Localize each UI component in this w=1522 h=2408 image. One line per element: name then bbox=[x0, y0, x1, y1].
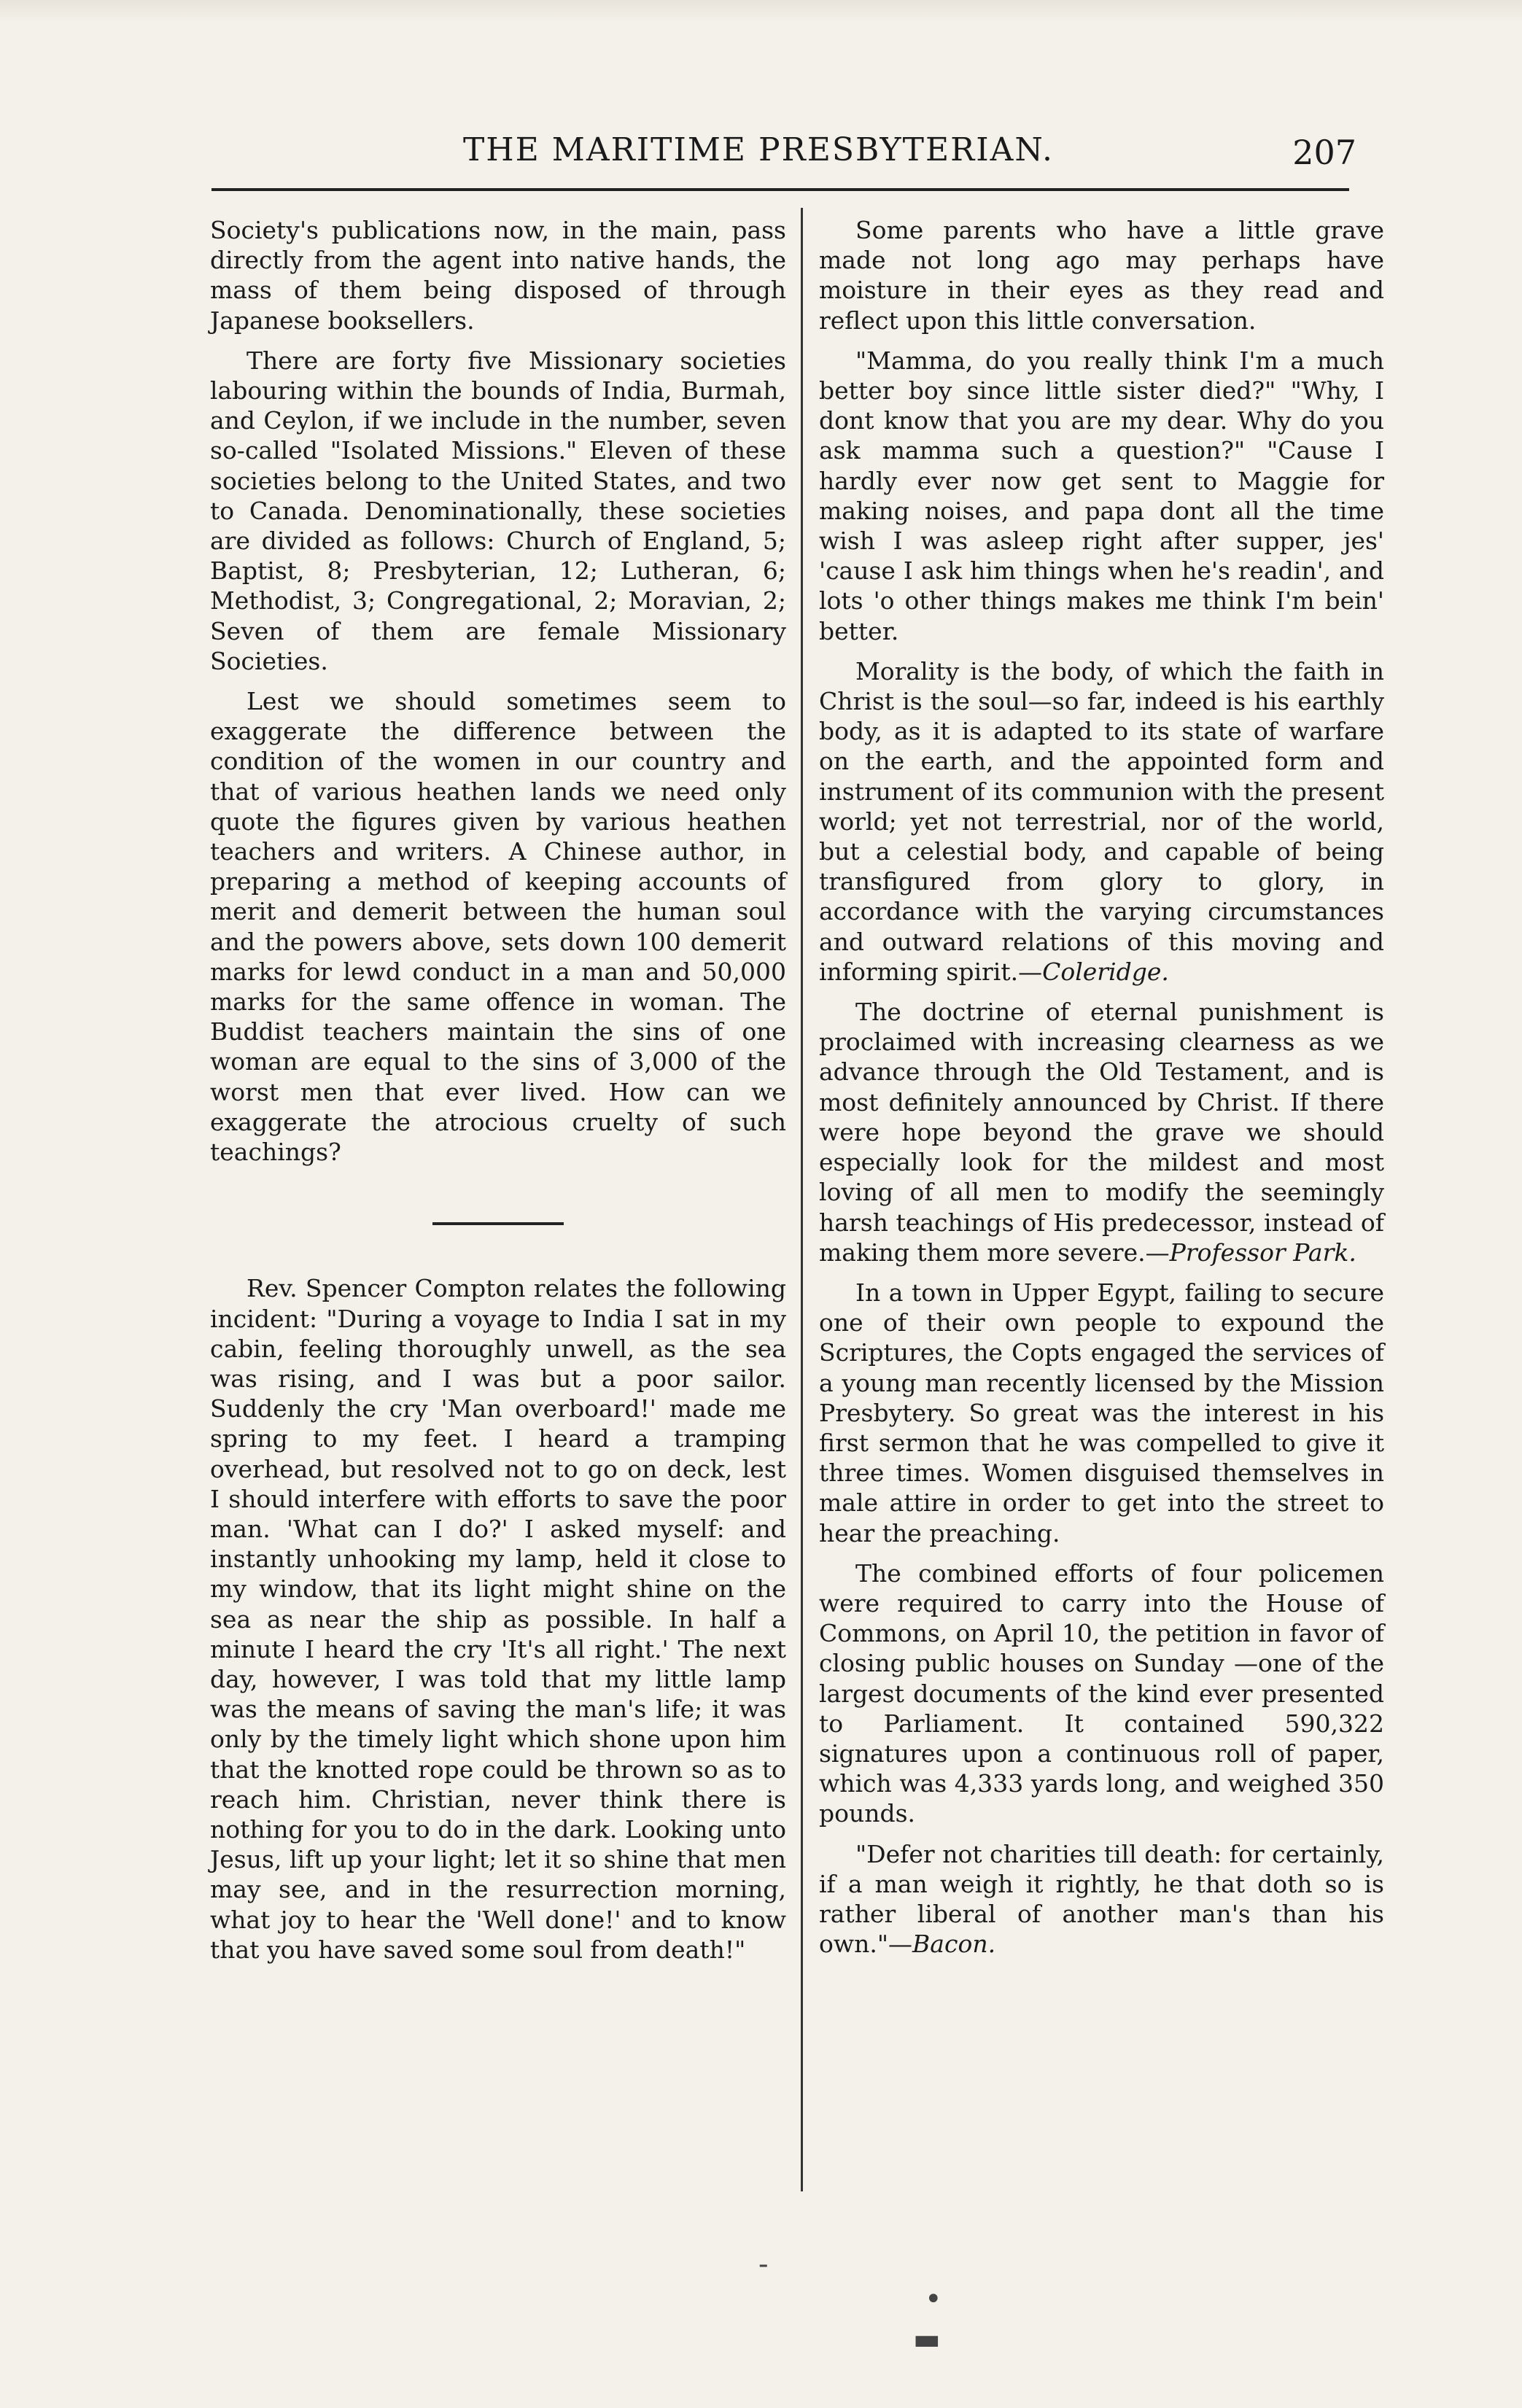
paragraph-little-grave: Some parents who have a little grave made not long ago may perhaps have moisture in their eyes as they read and reflect upon this little conversation. bbox=[819, 216, 1384, 335]
charities-text: "Defer not charities till death: for certainly, if a man weigh it rightly, he that doth so is rather liberal of another man's than his own."— bbox=[819, 1839, 1384, 1959]
punishment-author: Professor Park. bbox=[1169, 1238, 1356, 1267]
morality-text: Morality is the body, of which the faith in Christ is the soul—so far, indeed is his earthly body, as it is adapted to its state of warfare on the earth, and the appointed form and instrument of its communion with the present world; yet not terrestrial, nor of the world, but a celestial body, and capable of being transfigured from glory to glory, in accordance with the varying circumstances and outward relations of this moving and informing spirit.— bbox=[819, 656, 1384, 986]
paragraph-upper-egypt: In a town in Upper Egypt, failing to secure one of their own people to expound the Scriptures, the Copts engaged the services of a young man recently licensed by the Mission Presbytery. So great was the interest in his first sermon that he was compelled to give it three times. Women disguised themselves in male attire in order to get into the street to hear the preaching. bbox=[819, 1278, 1384, 1547]
print-mark-dash: - bbox=[758, 2248, 769, 2281]
header-rule bbox=[211, 188, 1349, 191]
punishment-text: The doctrine of eternal punishment is proclaimed with increasing clearness as we advance through the Old Testament, and is most definitely announced by Christ. If there were hope beyond the grave we should especially look for the mildest and most loving of all men to modify the seemingly harsh teachings of His predecessor, instead of making them more severe.— bbox=[819, 998, 1384, 1267]
section-rule bbox=[432, 1222, 564, 1225]
paragraph-morality bbox=[819, 656, 1384, 987]
paragraph-compton-incident: Rev. Spencer Compton relates the following incident: "During a voyage to India I sat in my cabin, feeling thoroughly unwell, as the sea was rising, and I was but a poor sailor. Suddenly the cry 'Man overboard!' made me spring to my feet. I heard a tramping overhead, but resolved not to go on deck, lest I should interfere with efforts to save the poor man. 'What can I do?' I asked myself: and instantly unhooking my lamp, held it close to my window, that its light might shine on the sea as near the ship as possible. In half a minute I heard the cry 'It's all right.' The next day, however, I was told that my little lamp was the means of saving the man's life; it was only by the timely light which shone upon him that the knotted rope could be thrown so as to reach him. Christian, never think there is nothing for you to do in the dark. Looking unto Jesus, lift up your light; let it so shine that men may see, and in the resurrection morning, what joy to hear the 'Well done!' and to know that you have saved some soul from death!" bbox=[210, 1274, 786, 1964]
page-header bbox=[204, 131, 1356, 182]
page-top-edge bbox=[0, 0, 1522, 22]
page-number: 207 bbox=[1292, 133, 1356, 172]
paragraph-missionary-societies: There are forty five Missionary societies labouring within the bounds of India, Burmah, and Ceylon, if we include in the number, seven so-called "Isolated Missions." Eleven of these societies belong to the United States, and two to Canada. Denominationally, these societies are divided as follows: Church of England, 5; Baptist, 8; Presbyterian, 12; Lutheran, 6; Methodist, 3; Congregational, 2; Moravian, 2; Seven of them are female Missionary Societies. bbox=[210, 346, 786, 675]
charities-author: Bacon. bbox=[912, 1930, 996, 1959]
paragraph-petition: The combined efforts of four policemen were required to carry into the House of Commons, on April 10, the petition in favor of closing public houses on Sunday —one of the largest documents of the kind ever presented to Parliament. It contained 590,322 signatures upon a continuous roll of paper, which was 4,333 yards long, and weighed 350 pounds. bbox=[819, 1558, 1384, 1828]
left-column bbox=[210, 215, 786, 1975]
paragraph-women-condition: Lest we should sometimes seem to exaggerate the difference between the condition of the women in our country and that of various heathen lands we need only quote the figures given by various heathen teachers and writers. A Chinese author, in preparing a method of keeping accounts of merit and demerit between the human soul and the powers above, sets down 100 demerit marks for lewd conduct in a man and 50,000 marks for the same offence in woman. The Buddist teachers maintain the sins of one woman are equal to the sins of 3,000 of the worst men that ever lived. How can we exaggerate the atrocious cruelty of such teachings? bbox=[210, 687, 786, 1167]
morality-author: Coleridge. bbox=[1042, 957, 1169, 986]
paragraph-eternal-punishment bbox=[819, 997, 1384, 1267]
paragraph-publications: Society's publications now, in the main, pass directly from the agent into native hands, the mass of them being disposed of through Japanese booksellers. bbox=[210, 216, 786, 335]
print-mark-smudge: ▬ bbox=[913, 2323, 941, 2356]
right-column bbox=[819, 215, 1384, 1969]
paragraph-conversation: "Mamma, do you really think I'm a much better boy since little sister died?" "Why, I dont know that you are my dear. Why do you ask mamma such a question?" "Cause I hardly ever now get sent to Maggie for making noises, and papa dont all the time wish I was asleep right after supper, jes' 'cause I ask him things when he's readin', and lots 'o other things makes me think I'm bein' better. bbox=[819, 346, 1384, 645]
column-divider bbox=[801, 208, 803, 2191]
print-mark-dot: • bbox=[925, 2283, 942, 2316]
running-title: THE MARITIME PRESBYTERIAN. bbox=[462, 131, 1055, 168]
paragraph-charities bbox=[819, 1839, 1384, 1960]
